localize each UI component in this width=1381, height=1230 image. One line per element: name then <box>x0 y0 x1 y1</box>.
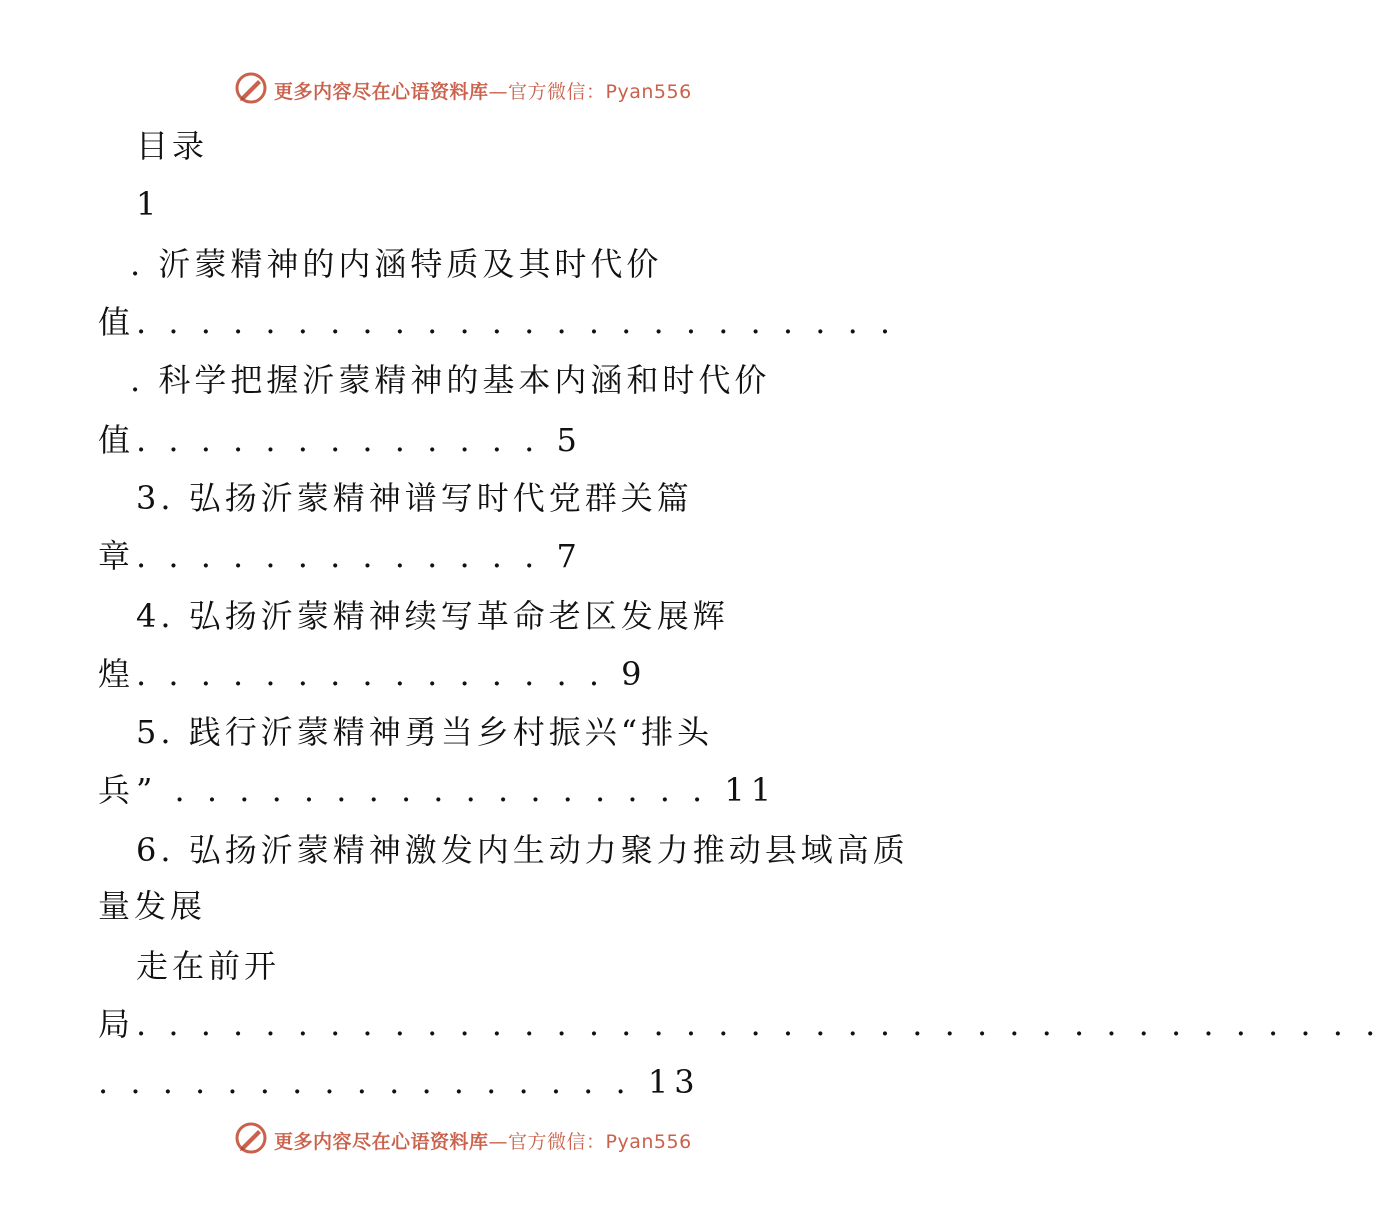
pen-logo-icon <box>234 1121 268 1159</box>
toc-title: 目录 <box>136 127 209 165</box>
toc-line: 量发展 <box>98 887 207 925</box>
toc-line: 6. 弘扬沂蒙精神激发内生动力聚力推动县域高质 <box>136 831 909 869</box>
toc-line: 值. . . . . . . . . . . . . 5 <box>98 421 583 459</box>
toc-line: 章. . . . . . . . . . . . . 7 <box>98 537 583 575</box>
toc-line: 值. . . . . . . . . . . . . . . . . . . . . . . . <box>98 303 897 341</box>
toc-line: 煌. . . . . . . . . . . . . . . 9 <box>98 655 648 693</box>
toc-line: . 科学把握沂蒙精神的基本内涵和时代价 <box>130 361 771 399</box>
toc-line: 5. 践行沂蒙精神勇当乡村振兴“排头 <box>136 713 714 751</box>
watermark-text: 更多内容尽在心语资料库—官方微信：Pyan556 <box>274 1130 692 1153</box>
toc-line: . . . . . . . . . . . . . . . . . 13 <box>98 1063 701 1101</box>
toc-line: 兵” . . . . . . . . . . . . . . . . . 11 <box>98 771 778 809</box>
footer-watermark <box>0 1120 950 1160</box>
pen-logo-icon <box>234 71 268 109</box>
toc-line: 走在前开 <box>136 947 281 985</box>
toc-line: 局. . . . . . . . . . . . . . . . . . . . . . . . . . . . . . . . . . . . . . . <box>98 1005 1381 1043</box>
watermark-text: 更多内容尽在心语资料库—官方微信：Pyan556 <box>274 80 692 103</box>
toc-line: 3. 弘扬沂蒙精神谱写时代党群关篇 <box>136 479 693 517</box>
header-watermark <box>0 70 950 110</box>
toc-line: . 沂蒙精神的内涵特质及其时代价 <box>130 245 663 283</box>
toc-line: 1 <box>136 185 161 223</box>
toc-line: 4. 弘扬沂蒙精神续写革命老区发展辉 <box>136 597 729 635</box>
